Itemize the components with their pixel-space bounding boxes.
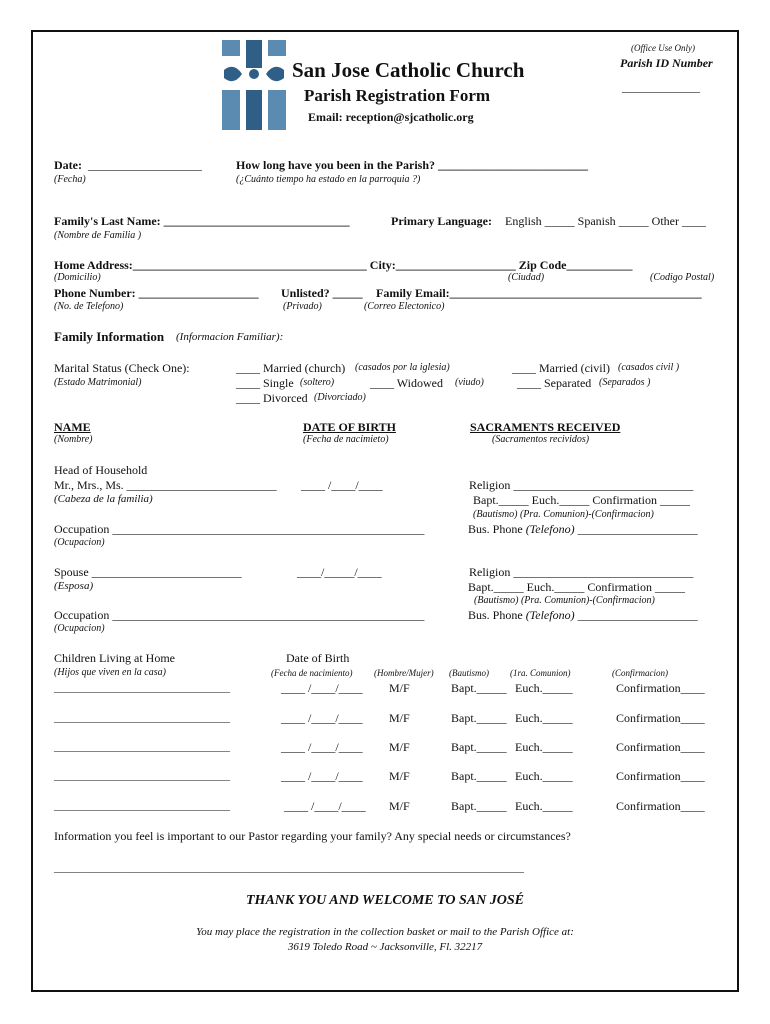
head-dob-field[interactable]: ____ /____/____ — [301, 478, 383, 492]
child-dob-field[interactable]: ____ /____/____ — [281, 740, 363, 754]
head-label: Head of Household — [54, 463, 148, 477]
sacraments-column-header: SACRAMENTS RECEIVED — [470, 420, 621, 434]
child-conf-field[interactable]: Confirmation____ — [616, 711, 705, 725]
widowed-option[interactable]: ____ Widowed — [370, 376, 443, 390]
family-info-title-es: (Informacion Familiar): — [176, 331, 284, 343]
child-bapt-field[interactable]: Bapt._____ — [451, 769, 507, 783]
married-civil-es: (casados civil ) — [618, 362, 680, 373]
spouse-sacraments-fields[interactable]: Bapt._____ Euch._____ Confirmation _____ — [468, 580, 685, 594]
spouse-bus-phone-field[interactable]: ____________________ — [577, 608, 698, 622]
single-option[interactable]: ____ Single — [236, 376, 294, 390]
child-bapt-field[interactable]: Bapt._____ — [451, 681, 507, 695]
child-bapt-field[interactable]: Bapt._____ — [451, 711, 507, 725]
divorced-es: (Divorciado) — [314, 392, 366, 403]
office-use-label: (Office Use Only) — [631, 43, 695, 53]
phone-es: (No. de Telefono) — [54, 301, 124, 312]
date-field[interactable]: ___________________ — [88, 158, 202, 172]
child-sex-field[interactable]: M/F — [389, 681, 410, 695]
language-label: Primary Language: — [391, 214, 492, 228]
child-conf-field[interactable]: Confirmation____ — [616, 769, 705, 783]
child-name-field[interactable]: ________________________________ — [54, 800, 230, 812]
dob-column-es: (Fecha de nacimieto) — [303, 434, 389, 445]
spouse-name-es: (Esposa) — [54, 580, 94, 592]
single-es: (soltero) — [300, 377, 335, 388]
children-dob-label: Date of Birth — [286, 651, 350, 665]
unlisted-es: (Privado) — [283, 301, 322, 312]
head-sacraments-fields[interactable]: Bapt._____ Euch._____ Confirmation _____ — [473, 493, 690, 507]
separated-es: (Separados ) — [599, 377, 651, 388]
address-field[interactable]: Home Address:_______________________________________ City:____________________ Zip Code___________ — [54, 258, 633, 272]
bus-phone-text: Bus. Phone — [468, 522, 523, 536]
child-name-field[interactable]: ________________________________ — [54, 770, 230, 782]
married-civil-option[interactable]: ____ Married (civil) — [512, 361, 610, 375]
date-label-es: (Fecha) — [54, 174, 86, 185]
bus-phone-es: (Telefono) — [525, 608, 575, 622]
language-options[interactable]: English _____ Spanish _____ Other ____ — [505, 214, 706, 228]
spouse-bus-phone-label — [468, 608, 698, 622]
parish-id-field[interactable]: _____________ — [622, 80, 700, 94]
spouse-sacraments-es: (Bautismo) (Pra. Comunion)-(Confirmacion) — [474, 595, 655, 606]
widowed-es: (viudo) — [455, 377, 484, 388]
spouse-occupation-es: (Ocupacion) — [54, 623, 105, 634]
head-sacraments-es: (Bautismo) (Pra. Comunion)-(Confirmacion) — [473, 509, 654, 520]
children-sex-es: (Hombre/Mujer) — [374, 668, 434, 678]
spouse-name-field[interactable]: Spouse _________________________ — [54, 565, 242, 579]
child-dob-field[interactable]: ____ /____/____ — [281, 681, 363, 695]
pastor-info-question: Information you feel is important to our Pastor regarding your family? Any special needs or circumstances? — [54, 829, 571, 843]
child-bapt-field[interactable]: Bapt._____ — [451, 740, 507, 754]
head-occupation-es: (Ocupacion) — [54, 537, 105, 548]
child-sex-field[interactable]: M/F — [389, 740, 410, 754]
child-euch-field[interactable]: Euch._____ — [515, 681, 573, 695]
married-church-option[interactable]: ____ Married (church) — [236, 361, 346, 375]
married-church-es: (casados por la iglesia) — [355, 362, 450, 373]
city-es: (Ciudad) — [508, 272, 545, 283]
spouse-dob-field[interactable]: ____/_____/____ — [297, 565, 382, 579]
marital-label: Marital Status (Check One): — [54, 361, 190, 375]
family-name-field[interactable]: Family's Last Name: _______________________________ — [54, 214, 350, 228]
bus-phone-text: Bus. Phone — [468, 608, 523, 622]
separated-option[interactable]: ____ Separated — [517, 376, 592, 390]
parish-id-label: Parish ID Number — [620, 56, 713, 70]
marital-es: (Estado Matrimonial) — [54, 377, 142, 388]
name-column-header: NAME — [54, 420, 91, 434]
children-bapt-es: (Bautismo) — [449, 668, 489, 678]
name-column-es: (Nombre) — [54, 434, 93, 445]
child-sex-field[interactable]: M/F — [389, 799, 410, 813]
head-occupation-field[interactable]: Occupation ____________________________________________________ — [54, 522, 425, 536]
child-name-field[interactable]: ________________________________ — [54, 712, 230, 724]
email-contact: Email: reception@sjcatholic.org — [308, 110, 474, 124]
parish-time-field[interactable]: How long have you been in the Parish? _________________________ — [236, 158, 589, 172]
mailing-address: 3619 Toledo Road ~ Jacksonville, Fl. 32217 — [287, 941, 483, 953]
phone-field[interactable]: Phone Number: ____________________ — [54, 286, 259, 300]
form-title: Parish Registration Form — [304, 86, 491, 105]
child-conf-field[interactable]: Confirmation____ — [616, 799, 705, 813]
child-euch-field[interactable]: Euch._____ — [515, 769, 573, 783]
spouse-religion-field[interactable]: Religion ______________________________ — [469, 565, 694, 579]
child-euch-field[interactable]: Euch._____ — [515, 740, 573, 754]
mailing-note: You may place the registration in the collection basket or mail to the Parish Office at: — [196, 926, 574, 938]
child-euch-field[interactable]: Euch._____ — [515, 799, 573, 813]
head-bus-phone-label — [468, 522, 698, 536]
church-name: San Jose Catholic Church — [292, 58, 525, 82]
child-conf-field[interactable]: Confirmation____ — [616, 681, 705, 695]
child-sex-field[interactable]: M/F — [389, 711, 410, 725]
zip-es: (Codigo Postal) — [650, 272, 715, 283]
children-es: (Hijos que viven en la casa) — [54, 667, 166, 678]
dob-column-header: DATE OF BIRTH — [303, 420, 396, 434]
head-name-field[interactable]: Mr., Mrs., Ms. _________________________ — [54, 478, 277, 492]
head-name-es: (Cabeza de la familia) — [54, 493, 153, 505]
child-name-field[interactable]: ________________________________ — [54, 682, 230, 694]
family-info-title: Family Information — [54, 329, 165, 344]
head-bus-phone-field[interactable]: ____________________ — [577, 522, 698, 536]
cross-logo-icon — [222, 40, 286, 130]
child-dob-field[interactable]: ____ /____/____ — [281, 769, 363, 783]
child-name-field[interactable]: ________________________________ — [54, 741, 230, 753]
pastor-info-field[interactable]: ______________________________________________________________________________________________ — [54, 863, 524, 874]
thank-you-heading: THANK YOU AND WELCOME TO SAN JOSÉ — [246, 893, 524, 908]
sacraments-column-es: (Sacramentos recividos) — [492, 434, 590, 445]
divorced-option[interactable]: ____ Divorced — [236, 391, 308, 405]
child-dob-field[interactable]: ____ /____/____ — [284, 799, 366, 813]
date-label: Date: — [54, 158, 82, 172]
children-dob-es: (Fecha de nacimiento) — [271, 668, 353, 678]
head-religion-field[interactable]: Religion ______________________________ — [469, 478, 694, 492]
family-email-field[interactable]: Family Email:__________________________________________ — [376, 286, 702, 300]
parish-time-es: (¿Cuánto tiempo ha estado en la parroquia ?) — [236, 174, 421, 185]
family-name-es: (Nombre de Familia ) — [54, 230, 142, 241]
children-label: Children Living at Home — [54, 651, 175, 665]
bus-phone-es: (Telefono) — [525, 522, 575, 536]
spouse-occupation-field[interactable]: Occupation ____________________________________________________ — [54, 608, 425, 622]
address-es: (Domicilio) — [54, 272, 101, 283]
child-sex-field[interactable]: M/F — [389, 769, 410, 783]
unlisted-field[interactable]: Unlisted? _____ — [281, 286, 363, 300]
child-euch-field[interactable]: Euch._____ — [515, 711, 573, 725]
family-email-es: (Correo Electonico) — [364, 301, 445, 312]
children-conf-es: (Confirmacion) — [612, 668, 668, 678]
child-bapt-field[interactable]: Bapt._____ — [451, 799, 507, 813]
child-dob-field[interactable]: ____ /____/____ — [281, 711, 363, 725]
children-comm-es: (1ra. Comunion) — [510, 668, 571, 678]
child-conf-field[interactable]: Confirmation____ — [616, 740, 705, 754]
